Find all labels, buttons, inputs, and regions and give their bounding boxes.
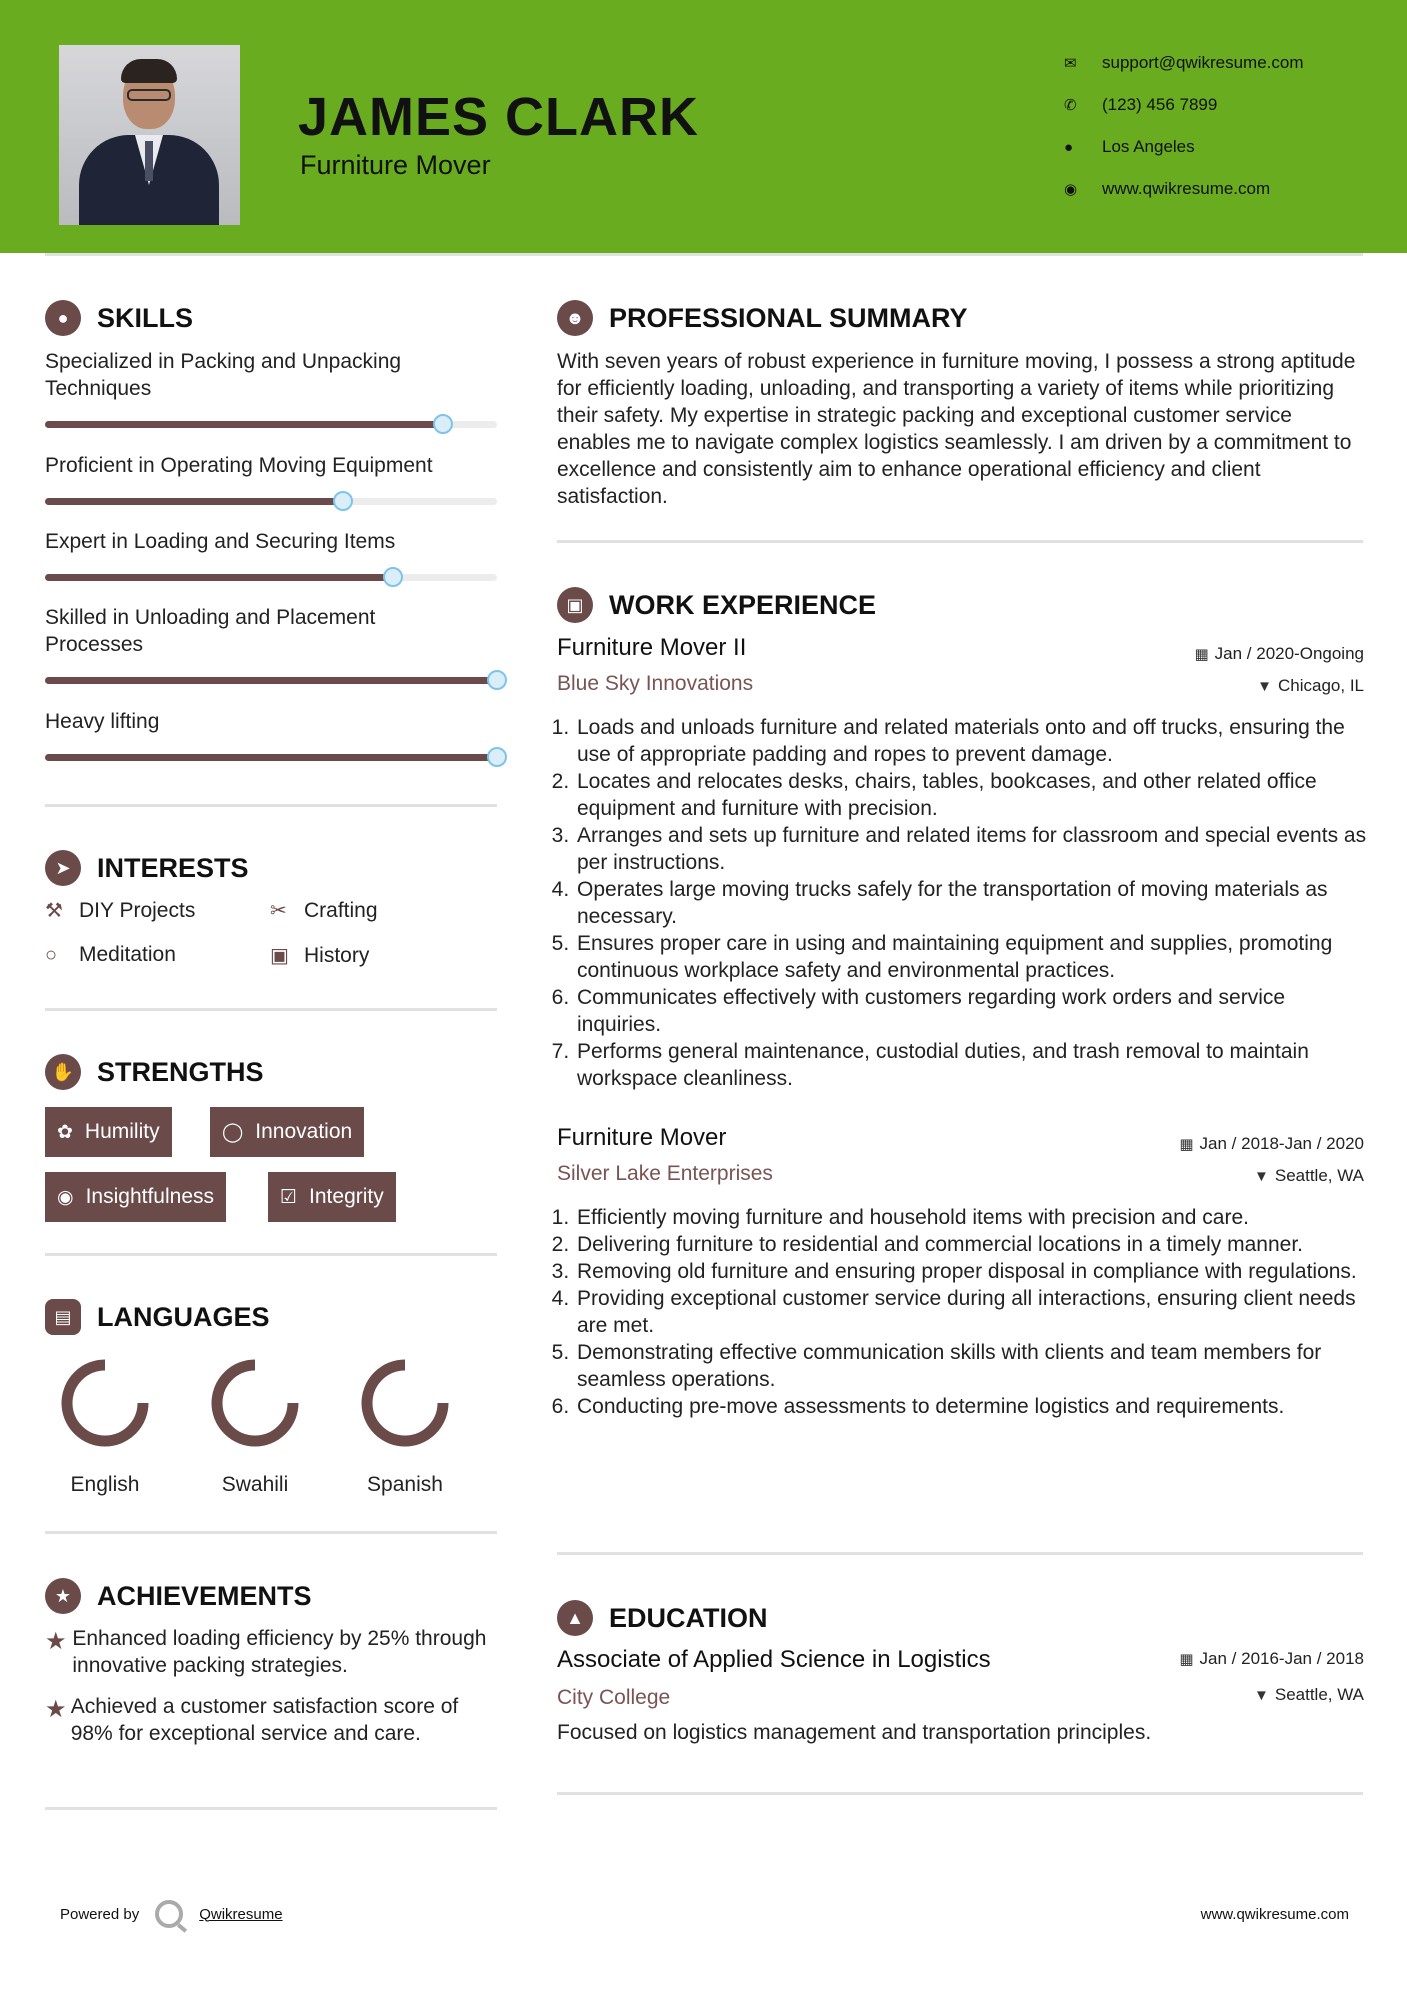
job-location-text: Seattle, WA [1274,1166,1364,1185]
strength-chip [210,1107,364,1157]
skill-bar-knob [383,567,403,587]
education-heading [557,1600,768,1636]
skill-bar [45,574,497,581]
lightbulb-icon: ◯ [222,1121,244,1143]
skill-label: Expert in Loading and Securing Items [45,530,396,553]
skill-bar [45,754,497,761]
contact-list [1064,42,1304,210]
achievement-text: Enhanced loading efficiency by 25% through innovative packing strategies. [72,1627,487,1677]
skill-bar [45,421,497,428]
job-dates-text: Jan / 2018-Jan / 2020 [1199,1134,1364,1153]
footer-website[interactable]: www.qwikresume.com [1200,1906,1349,1923]
star-icon: ★ [45,1628,67,1655]
candidate-role: Furniture Mover [300,150,491,180]
contact-phone-text: (123) 456 7899 [1102,95,1218,114]
resume-header [0,0,1407,253]
section-divider [557,1552,1363,1555]
strength-chip [45,1172,226,1222]
language-ring [357,1355,453,1451]
section-divider [45,1253,497,1256]
education-description: Focused on logistics management and transportation principles. [557,1721,1152,1744]
language-name: Swahili [221,1473,289,1496]
interest-item [45,898,195,923]
check-square-icon: ☑ [280,1186,298,1208]
skills-heading [45,300,193,336]
duty-item: 5. Demonstrating effective communication skills with clients and team members for seamless operations. [575,1339,1372,1393]
contact-website-text: www.qwikresume.com [1102,179,1271,198]
language-name: Spanish [367,1473,443,1496]
experience-heading-text: WORK EXPERIENCE [609,589,877,620]
strength-label: Insightfulness [85,1185,215,1208]
star-icon: ★ [45,1696,67,1723]
contact-website[interactable] [1064,168,1304,210]
section-divider [45,1531,497,1534]
summary-heading-text: PROFESSIONAL SUMMARY [609,302,968,333]
skill-label: Proficient in Operating Moving Equipment [45,454,433,477]
qwikresume-link[interactable]: Qwikresume [199,1905,283,1923]
skill-label: Skilled in Unloading and Placement Processes [45,606,376,656]
education-dates-text: Jan / 2016-Jan / 2018 [1199,1649,1364,1668]
footer-powered-by [60,1900,283,1928]
languages-heading [45,1299,270,1335]
language-item [180,1355,330,1497]
duty-item: 5. Ensures proper care in using and maintaining equipment and supplies, promoting continuous workplace safety and environmental practices. [575,930,1372,984]
qwikresume-logo-icon [155,1900,183,1928]
duty-item: 6. Conducting pre-move assessments to determine logistics and requirements. [575,1393,1372,1420]
envelope-icon: ✉ [1064,55,1077,72]
profile-photo [59,45,240,225]
job-dates-text: Jan / 2020-Ongoing [1214,644,1364,663]
powered-by-text: Powered by [60,1905,140,1923]
eye-icon: ◉ [57,1186,74,1208]
scissors-icon: ✂ [270,900,287,922]
skill-bar-fill [45,754,497,761]
job-company: Blue Sky Innovations [557,672,754,695]
museum-icon: ▣ [270,945,289,967]
achievement-text: Achieved a customer satisfaction score of 98% for exceptional service and care. [70,1695,459,1745]
wrench-icon: ⚒ [45,900,63,922]
skill-bar-knob [487,670,507,690]
achievement-item [45,1693,505,1747]
graduate-icon: ▲ [557,1600,593,1636]
lightbulb-icon: ● [45,300,81,336]
star-badge-icon: ★ [45,1578,81,1614]
duty-item: 1. Efficiently moving furniture and household items with precision and care. [575,1204,1372,1231]
duty-item: 3. Removing old furniture and ensuring proper disposal in compliance with regulations. [575,1258,1372,1285]
duty-item: 3. Arranges and sets up furniture and related items for classroom and special events as per instructions. [575,822,1372,876]
circle-icon: ○ [45,943,58,966]
contact-phone[interactable] [1064,84,1304,126]
contact-location [1064,126,1304,168]
job-duties [557,1204,1372,1420]
job-title: Furniture Mover [557,1124,727,1151]
interests-heading-text: INTERESTS [97,852,249,883]
section-divider [45,1807,497,1810]
duty-item: 1. Loads and unloads furniture and related materials onto and off trucks, ensuring the use of appropriate padding and ropes to prevent damage. [575,714,1372,768]
user-icon: ☻ [557,300,593,336]
job-duties [557,714,1372,1092]
interest-label: Meditation [79,943,176,966]
skill-bar [45,677,497,684]
job-dates [1194,644,1364,664]
achievement-item [45,1625,505,1679]
education-location [1254,1685,1364,1705]
job-company: Silver Lake Enterprises [557,1162,773,1185]
chair-icon: ▣ [557,587,593,623]
language-icon: ▤ [45,1299,81,1335]
job-dates [1179,1134,1364,1154]
skills-heading-text: SKILLS [97,302,194,333]
skill-label: Specialized in Packing and Unpacking Techniques [45,350,402,400]
education-degree: Associate of Applied Science in Logistics [557,1646,991,1673]
paper-plane-icon: ➤ [45,850,81,886]
candidate-name: JAMES CLARK [298,87,700,147]
skill-bar-fill [45,421,443,428]
education-location-text: Seattle, WA [1274,1685,1364,1704]
interest-item [270,898,378,923]
strength-label: Humility [84,1120,160,1143]
achievements-heading-text: ACHIEVEMENTS [97,1580,312,1611]
strengths-heading-text: STRENGTHS [97,1056,264,1087]
section-divider [45,804,497,807]
education-heading-text: EDUCATION [609,1602,768,1633]
skill-bar-fill [45,498,343,505]
interest-label: History [304,943,370,967]
section-divider [557,540,1363,543]
calendar-icon: ▦ [1194,646,1209,663]
strength-label: Innovation [255,1120,353,1143]
language-ring [57,1355,153,1451]
language-item [30,1355,180,1497]
header-divider [45,253,1363,256]
leaf-icon: ✿ [57,1121,73,1143]
pushpin-icon: ▼ [1254,1168,1269,1185]
calendar-icon: ▦ [1179,1136,1194,1153]
duty-item: 4. Operates large moving trucks safely for the transportation of moving materials as necessary. [575,876,1372,930]
duty-item: 6. Communicates effectively with customers regarding work orders and service inquiries. [575,984,1372,1038]
strength-chip [45,1107,172,1157]
phone-icon: ✆ [1064,97,1077,114]
job-location [1254,1166,1364,1186]
language-item [330,1355,480,1497]
skill-bar-knob [487,747,507,767]
strength-label: Integrity [309,1185,384,1208]
achievements-heading [45,1578,312,1614]
pushpin-icon: ▼ [1254,1687,1269,1704]
interest-item [45,943,176,967]
interest-item [270,943,369,968]
location-pin-icon: ● [1064,138,1074,156]
contact-location-text: Los Angeles [1102,137,1195,156]
language-name: English [70,1473,140,1496]
skill-bar-knob [433,414,453,434]
languages-heading-text: LANGUAGES [97,1301,270,1332]
section-divider [557,1792,1363,1795]
duty-item: 2. Locates and relocates desks, chairs, tables, bookcases, and other related office equipment and furniture with precision. [575,768,1372,822]
duty-item: 4. Providing exceptional customer service during all interactions, ensuring client needs are met. [575,1285,1372,1339]
skill-bar-fill [45,574,393,581]
calendar-icon: ▦ [1179,1651,1194,1668]
duty-item: 2. Delivering furniture to residential and commercial locations in a timely manner. [575,1231,1372,1258]
job-location [1257,676,1364,696]
skill-bar-knob [333,491,353,511]
job-title: Furniture Mover II [557,634,747,661]
language-ring [207,1355,303,1451]
skill-label: Heavy lifting [45,710,160,733]
experience-heading [557,587,876,623]
skill-bar-fill [45,677,497,684]
duty-item: 7. Performs general maintenance, custodial duties, and trash removal to maintain workspace cleanliness. [575,1038,1372,1092]
section-divider [45,1008,497,1011]
strengths-heading [45,1054,264,1090]
job-location-text: Chicago, IL [1278,676,1364,695]
education-dates [1179,1649,1364,1669]
skill-bar [45,498,497,505]
interest-label: Crafting [304,898,378,922]
summary-text: With seven years of robust experience in furniture moving, I possess a strong aptitude for efficiently loading, unloading, and transporting a variety of items while prioritizing their safety. My expertise in strategic packing and exceptional customer service enables me to navigate complex logistics seamlessly. I am driven by a commitment to excellence and consistently aim to enhance operational efficiency and client satisfaction. [557,350,1356,508]
contact-email[interactable] [1064,42,1304,84]
fist-icon: ✋ [45,1054,81,1090]
globe-icon: ◉ [1064,181,1078,198]
summary-heading [557,300,968,336]
interest-label: DIY Projects [79,898,196,922]
strength-chip [268,1172,396,1222]
education-school: City College [557,1686,671,1709]
interests-heading [45,850,249,886]
contact-email-text: support@qwikresume.com [1102,53,1304,72]
pushpin-icon: ▼ [1257,678,1272,695]
